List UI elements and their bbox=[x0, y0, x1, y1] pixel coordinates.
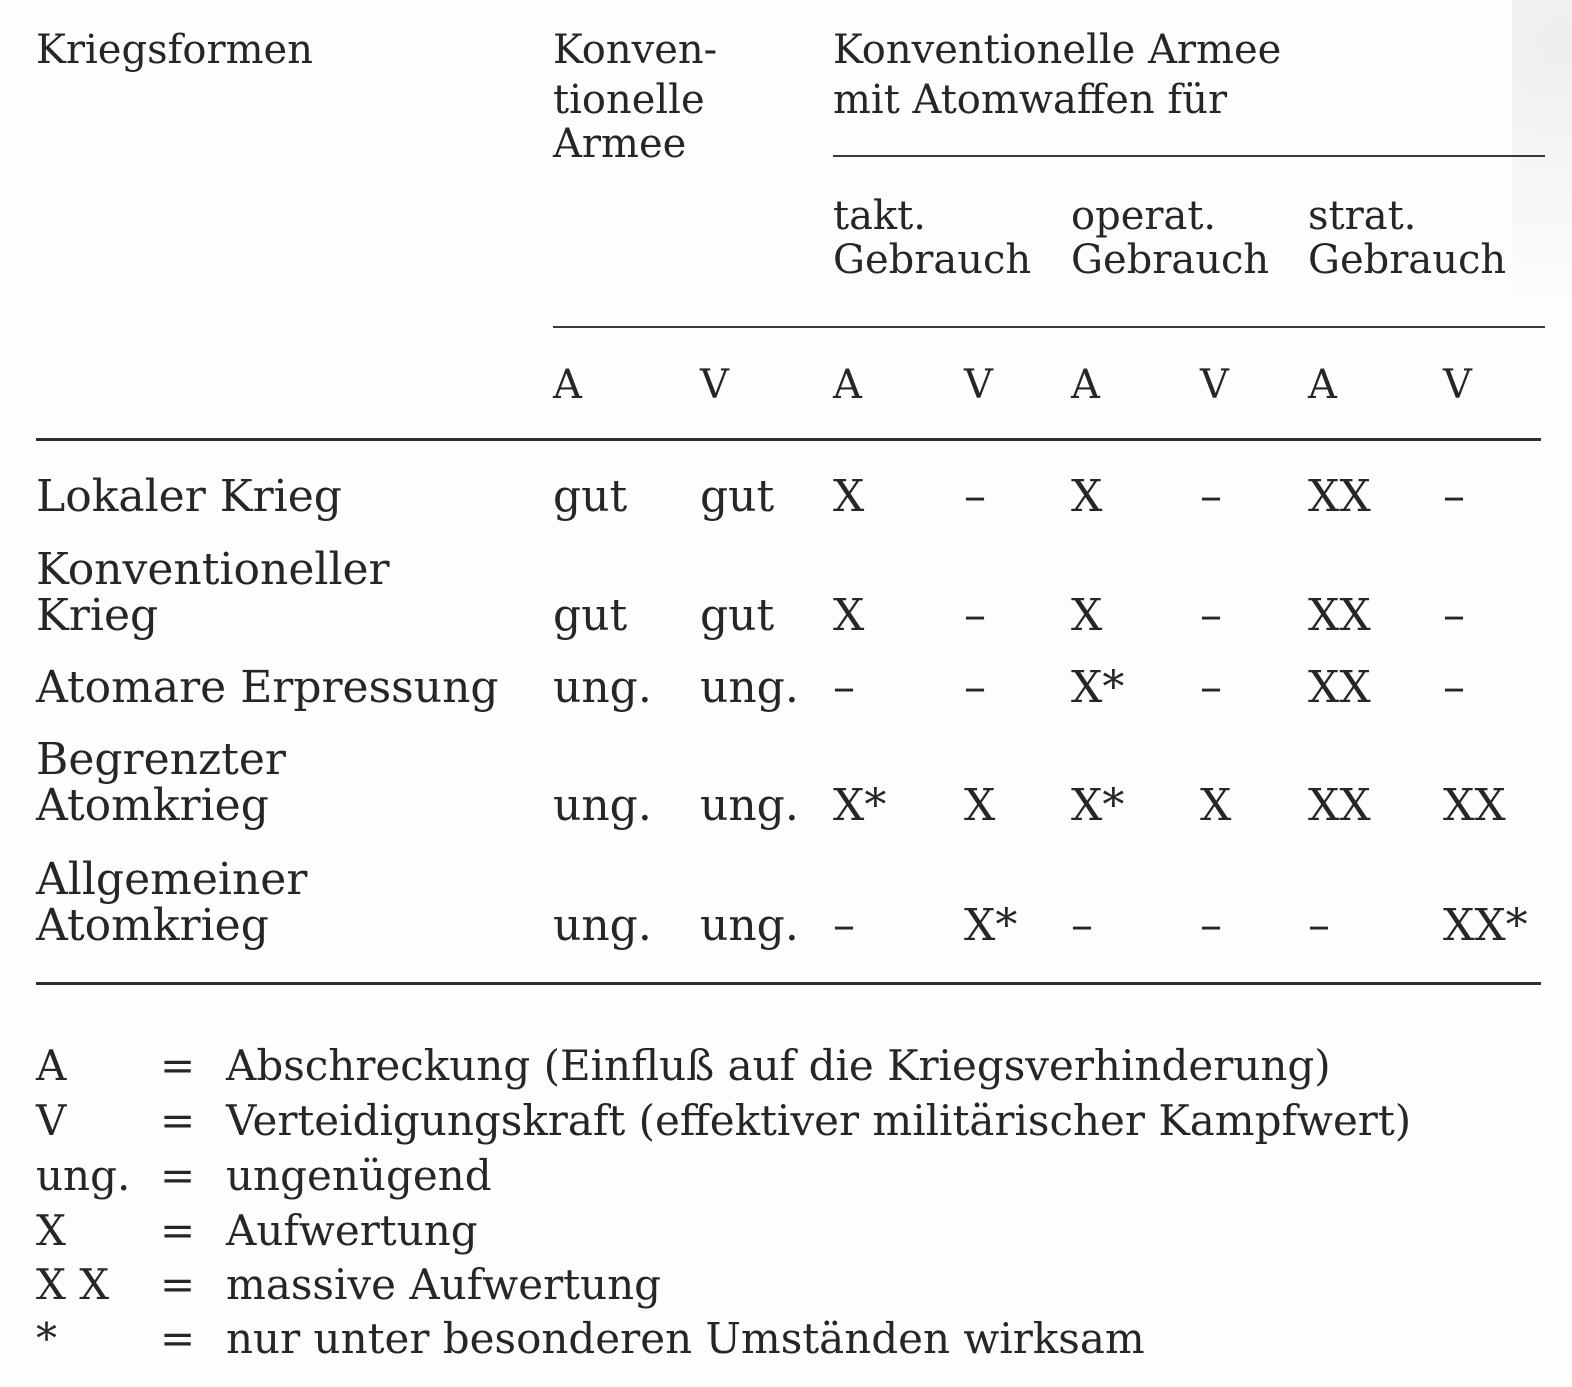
row-2-label-line-1: Konventioneller bbox=[36, 544, 390, 595]
row-3-cell-2: ung. bbox=[700, 662, 799, 713]
header-conv-army-line-3: Armee bbox=[553, 121, 687, 167]
legend-eq-ung: = bbox=[160, 1151, 196, 1200]
row-3-cell-6: – bbox=[1200, 662, 1222, 713]
row-4-cell-1: ung. bbox=[553, 780, 652, 831]
legend-key-xx: X X bbox=[36, 1260, 110, 1309]
row-5-label-line-2: Atomkrieg bbox=[36, 900, 269, 951]
table-bottom-rule bbox=[36, 982, 1541, 985]
header-takt-line-2: Gebrauch bbox=[833, 237, 1032, 283]
row-5-cell-8: XX* bbox=[1443, 900, 1528, 951]
header-takt-line-1: takt. bbox=[833, 193, 926, 239]
legend-text-v: Verteidigungskraft (effektiver militärischer Kampfwert) bbox=[226, 1096, 1412, 1145]
header-av-1: A bbox=[553, 362, 582, 408]
row-5-cell-3: – bbox=[833, 900, 855, 951]
row-4-cell-8: XX bbox=[1443, 780, 1506, 831]
row-3-cell-3: – bbox=[833, 662, 855, 713]
row-5-cell-4: X* bbox=[964, 900, 1018, 951]
row-4-label-line-2: Atomkrieg bbox=[36, 780, 269, 831]
legend-eq-a: = bbox=[160, 1041, 196, 1090]
legend-key-star: * bbox=[36, 1314, 57, 1363]
row-1-cell-8: – bbox=[1443, 471, 1465, 522]
legend-key-a: A bbox=[36, 1041, 67, 1090]
header-conv-army-line-2: tionelle bbox=[553, 77, 705, 123]
legend-key-x: X bbox=[36, 1206, 66, 1255]
scan-shadow bbox=[1512, 0, 1572, 420]
legend-eq-star: = bbox=[160, 1314, 196, 1363]
header-strat-line-1: strat. bbox=[1308, 193, 1417, 239]
row-1-label: Lokaler Krieg bbox=[36, 471, 342, 522]
legend-eq-x: = bbox=[160, 1206, 196, 1255]
legend-eq-xx: = bbox=[160, 1260, 196, 1309]
header-av-8: V bbox=[1443, 362, 1472, 408]
row-3-cell-8: – bbox=[1443, 662, 1465, 713]
header-operat-line-2: Gebrauch bbox=[1071, 237, 1270, 283]
row-4-cell-2: ung. bbox=[700, 780, 799, 831]
header-conv-army-line-1: Konven- bbox=[553, 27, 718, 73]
row-4-label-line-1: Begrenzter bbox=[36, 734, 286, 785]
row-5-cell-1: ung. bbox=[553, 900, 652, 951]
row-2-cell-3: X bbox=[833, 590, 865, 641]
header-av-3: A bbox=[833, 362, 862, 408]
legend-key-v: V bbox=[36, 1096, 67, 1145]
row-1-cell-3: X bbox=[833, 471, 865, 522]
header-group-rule bbox=[833, 155, 1545, 157]
row-2-cell-6: – bbox=[1200, 590, 1222, 641]
legend-text-xx: massive Aufwertung bbox=[226, 1260, 662, 1309]
header-av-6: V bbox=[1200, 362, 1229, 408]
row-2-cell-1: gut bbox=[553, 590, 628, 641]
row-2-label-line-2: Krieg bbox=[36, 590, 159, 641]
header-atom-army-line-1: Konventionelle Armee bbox=[833, 27, 1282, 73]
row-4-cell-7: XX bbox=[1308, 780, 1371, 831]
header-av-2: V bbox=[700, 362, 729, 408]
row-3-cell-1: ung. bbox=[553, 662, 652, 713]
row-2-cell-4: – bbox=[964, 590, 986, 641]
row-4-cell-6: X bbox=[1200, 780, 1232, 831]
row-3-cell-7: XX bbox=[1308, 662, 1371, 713]
row-2-cell-2: gut bbox=[700, 590, 775, 641]
row-3-cell-5: X* bbox=[1071, 662, 1125, 713]
header-av-5: A bbox=[1071, 362, 1100, 408]
header-sub-rule bbox=[553, 326, 1545, 328]
row-5-cell-2: ung. bbox=[700, 900, 799, 951]
row-4-cell-4: X bbox=[964, 780, 996, 831]
header-av-4: V bbox=[964, 362, 993, 408]
row-5-label-line-1: Allgemeiner bbox=[36, 854, 308, 905]
row-3-label: Atomare Erpressung bbox=[36, 662, 499, 713]
row-1-cell-4: – bbox=[964, 471, 986, 522]
row-5-cell-5: – bbox=[1071, 900, 1093, 951]
row-1-cell-7: XX bbox=[1308, 471, 1371, 522]
row-1-cell-5: X bbox=[1071, 471, 1103, 522]
row-5-cell-7: – bbox=[1308, 900, 1330, 951]
row-4-cell-5: X* bbox=[1071, 780, 1125, 831]
row-1-cell-1: gut bbox=[553, 471, 628, 522]
row-2-cell-7: XX bbox=[1308, 590, 1371, 641]
row-5-cell-6: – bbox=[1200, 900, 1222, 951]
row-2-cell-5: X bbox=[1071, 590, 1103, 641]
header-av-7: A bbox=[1308, 362, 1337, 408]
header-kriegsformen: Kriegsformen bbox=[36, 27, 313, 73]
row-1-cell-6: – bbox=[1200, 471, 1222, 522]
legend-key-ung: ung. bbox=[36, 1151, 131, 1200]
header-bottom-rule bbox=[36, 438, 1541, 441]
legend-eq-v: = bbox=[160, 1096, 196, 1145]
legend-text-ung: ungenügend bbox=[226, 1151, 492, 1200]
legend-text-star: nur unter besonderen Umständen wirksam bbox=[226, 1314, 1145, 1363]
row-1-cell-2: gut bbox=[700, 471, 775, 522]
legend-text-a: Abschreckung (Einfluß auf die Kriegsverhinderung) bbox=[226, 1041, 1331, 1090]
header-operat-line-1: operat. bbox=[1071, 193, 1217, 239]
row-3-cell-4: – bbox=[964, 662, 986, 713]
row-4-cell-3: X* bbox=[833, 780, 887, 831]
header-atom-army-line-2: mit Atomwaffen für bbox=[833, 77, 1228, 123]
row-2-cell-8: – bbox=[1443, 590, 1465, 641]
header-strat-line-2: Gebrauch bbox=[1308, 237, 1507, 283]
legend-text-x: Aufwertung bbox=[226, 1206, 478, 1255]
